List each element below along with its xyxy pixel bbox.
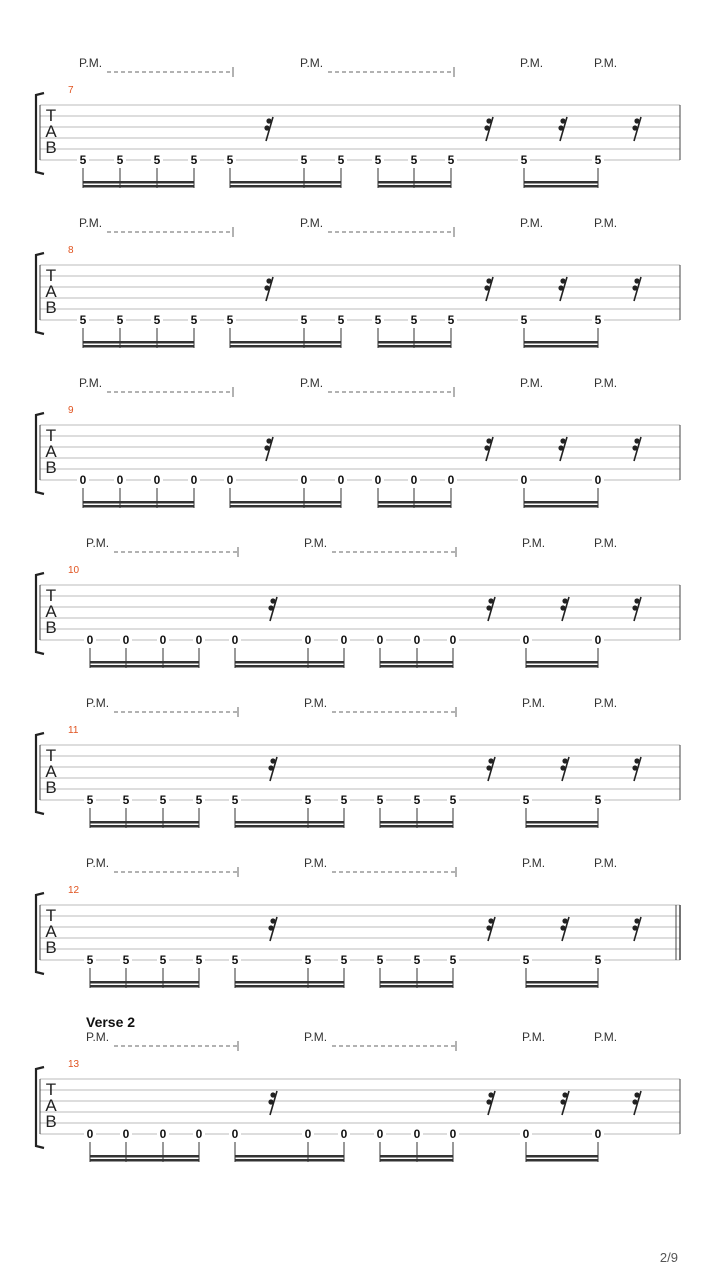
beam [230, 345, 341, 348]
beam [526, 1155, 598, 1158]
rest-dot [558, 445, 563, 450]
rest-dot [486, 118, 491, 123]
palm-mute-label: P.M. [520, 56, 544, 70]
tab-clef-letter: A [45, 602, 57, 621]
beam [380, 985, 453, 988]
rest-dot [484, 445, 489, 450]
fret-number: 5 [522, 953, 530, 967]
fret-number: 5 [413, 953, 421, 967]
tab-clef-letter: T [45, 586, 57, 605]
rest-dot [560, 925, 565, 930]
palm-mute-label: P.M. [522, 856, 546, 870]
fret-number: 5 [374, 313, 382, 327]
tab-clef-letter: B [45, 1112, 57, 1131]
beam [230, 505, 341, 508]
rest-dot [266, 438, 271, 443]
fret-number: 0 [304, 1127, 312, 1141]
fret-number: 5 [520, 153, 528, 167]
fret-number: 5 [195, 953, 203, 967]
fret-number: 5 [122, 793, 130, 807]
rest-dot [560, 605, 565, 610]
fret-number: 5 [79, 153, 87, 167]
palm-mute-label: P.M. [594, 1030, 618, 1044]
beam [526, 825, 598, 828]
section-label: Verse 2 [86, 1014, 136, 1030]
measure-number: 12 [68, 885, 80, 896]
rest-dot [562, 1092, 567, 1097]
beam [83, 501, 194, 504]
fret-number: 5 [226, 313, 234, 327]
tab-clef-letter: T [45, 746, 57, 765]
beam [83, 345, 194, 348]
fret-number: 0 [153, 473, 161, 487]
tab-clef-letter: A [45, 122, 57, 141]
beam [235, 661, 344, 664]
palm-mute-label: P.M. [300, 376, 324, 390]
fret-number: 5 [153, 313, 161, 327]
rest-dot [268, 605, 273, 610]
beam [235, 821, 344, 824]
beam [524, 341, 598, 344]
fret-number: 0 [86, 633, 94, 647]
beam [235, 981, 344, 984]
beam [524, 185, 598, 188]
fret-number: 0 [195, 633, 203, 647]
fret-number: 0 [122, 633, 130, 647]
fret-number: 0 [304, 633, 312, 647]
beam [90, 985, 199, 988]
rest-dot [268, 1099, 273, 1104]
fret-number: 0 [449, 633, 457, 647]
rest-dot [632, 1099, 637, 1104]
beam [378, 505, 451, 508]
rest-dot [270, 758, 275, 763]
beam [526, 661, 598, 664]
fret-number: 0 [86, 1127, 94, 1141]
fret-number: 5 [86, 953, 94, 967]
palm-mute-label: P.M. [300, 216, 324, 230]
rest-dot [562, 598, 567, 603]
beam [526, 821, 598, 824]
palm-mute-label: P.M. [522, 696, 546, 710]
fret-number: 5 [449, 793, 457, 807]
rest-dot [560, 765, 565, 770]
rest-dot [486, 925, 491, 930]
rest-dot [634, 758, 639, 763]
fret-number: 5 [226, 153, 234, 167]
tab-clef-letter: T [45, 426, 57, 445]
rest-dot [634, 118, 639, 123]
palm-mute-label: P.M. [79, 216, 103, 230]
fret-number: 5 [376, 953, 384, 967]
rest-dot [488, 918, 493, 923]
palm-mute-label: P.M. [520, 216, 544, 230]
rest-dot [486, 1099, 491, 1104]
fret-number: 0 [594, 633, 602, 647]
palm-mute-label: P.M. [304, 1030, 328, 1044]
beam [524, 345, 598, 348]
fret-number: 0 [337, 473, 345, 487]
rest-dot [270, 598, 275, 603]
fret-number: 5 [300, 313, 308, 327]
beam [235, 985, 344, 988]
beam [524, 505, 598, 508]
tab-clef-letter: B [45, 458, 57, 477]
palm-mute-label: P.M. [300, 56, 324, 70]
beam [378, 181, 451, 184]
beam [524, 501, 598, 504]
fret-number: 5 [376, 793, 384, 807]
fret-number: 5 [447, 313, 455, 327]
beam [378, 185, 451, 188]
beam [230, 341, 341, 344]
fret-number: 0 [340, 633, 348, 647]
palm-mute-label: P.M. [304, 696, 328, 710]
beam [235, 1155, 344, 1158]
palm-mute-label: P.M. [594, 376, 618, 390]
rest-dot [484, 285, 489, 290]
beam [90, 661, 199, 664]
fret-number: 0 [376, 633, 384, 647]
measure-number: 10 [68, 565, 80, 576]
fret-number: 0 [522, 633, 530, 647]
rest-dot [632, 765, 637, 770]
rest-dot [560, 118, 565, 123]
beam [378, 501, 451, 504]
fret-number: 0 [159, 1127, 167, 1141]
rest-dot [486, 278, 491, 283]
measure-number: 11 [68, 725, 79, 736]
rest-dot [488, 1092, 493, 1097]
beam [90, 665, 199, 668]
fret-number: 0 [231, 1127, 239, 1141]
fret-number: 5 [337, 313, 345, 327]
fret-number: 5 [410, 313, 418, 327]
fret-number: 0 [300, 473, 308, 487]
palm-mute-label: P.M. [86, 1030, 110, 1044]
fret-number: 0 [195, 1127, 203, 1141]
palm-mute-label: P.M. [86, 856, 110, 870]
rest-dot [634, 598, 639, 603]
fret-number: 0 [413, 633, 421, 647]
rest-dot [270, 918, 275, 923]
fret-number: 5 [159, 953, 167, 967]
fret-number: 5 [195, 793, 203, 807]
fret-number: 5 [190, 153, 198, 167]
beam [230, 181, 341, 184]
fret-number: 5 [374, 153, 382, 167]
fret-number: 5 [594, 953, 602, 967]
fret-number: 0 [522, 1127, 530, 1141]
rest-dot [488, 598, 493, 603]
fret-number: 0 [449, 1127, 457, 1141]
fret-number: 5 [340, 793, 348, 807]
rest-dot [632, 925, 637, 930]
fret-number: 0 [159, 633, 167, 647]
fret-number: 0 [79, 473, 87, 487]
measure-number: 7 [68, 85, 74, 96]
beam [380, 1159, 453, 1162]
tab-clef-letter: B [45, 938, 57, 957]
rest-dot [558, 125, 563, 130]
rest-dot [632, 605, 637, 610]
fret-number: 5 [304, 793, 312, 807]
fret-number: 5 [340, 953, 348, 967]
palm-mute-label: P.M. [594, 536, 618, 550]
tab-clef-letter: A [45, 282, 57, 301]
beam [83, 341, 194, 344]
fret-number: 5 [449, 953, 457, 967]
fret-number: 0 [226, 473, 234, 487]
tab-clef-letter: T [45, 266, 57, 285]
fret-number: 5 [594, 153, 602, 167]
beam [380, 1155, 453, 1158]
fret-number: 5 [337, 153, 345, 167]
tab-clef-letter: A [45, 922, 57, 941]
rest-dot [486, 765, 491, 770]
rest-dot [486, 605, 491, 610]
rest-dot [632, 445, 637, 450]
palm-mute-label: P.M. [79, 56, 103, 70]
fret-number: 5 [413, 793, 421, 807]
fret-number: 5 [153, 153, 161, 167]
fret-number: 0 [190, 473, 198, 487]
rest-dot [562, 758, 567, 763]
fret-number: 5 [122, 953, 130, 967]
rest-dot [634, 1092, 639, 1097]
beam [526, 981, 598, 984]
rest-dot [634, 918, 639, 923]
palm-mute-label: P.M. [520, 376, 544, 390]
palm-mute-label: P.M. [86, 696, 110, 710]
beam [380, 981, 453, 984]
tab-clef-letter: B [45, 778, 57, 797]
tab-clef-letter: B [45, 618, 57, 637]
beam [83, 185, 194, 188]
rest-dot [264, 285, 269, 290]
rest-dot [488, 758, 493, 763]
fret-number: 0 [594, 473, 602, 487]
rest-dot [264, 445, 269, 450]
fret-number: 0 [374, 473, 382, 487]
measure-number: 13 [68, 1059, 80, 1070]
tab-clef-letter: A [45, 762, 57, 781]
palm-mute-label: P.M. [594, 56, 618, 70]
rest-dot [560, 1099, 565, 1104]
fret-number: 5 [190, 313, 198, 327]
palm-mute-label: P.M. [594, 696, 618, 710]
rest-dot [560, 278, 565, 283]
fret-number: 5 [594, 793, 602, 807]
rest-dot [634, 278, 639, 283]
fret-number: 5 [594, 313, 602, 327]
beam [90, 981, 199, 984]
beam [380, 821, 453, 824]
rest-dot [484, 125, 489, 130]
fret-number: 5 [159, 793, 167, 807]
fret-number: 0 [413, 1127, 421, 1141]
beam [378, 341, 451, 344]
palm-mute-label: P.M. [522, 1030, 546, 1044]
fret-number: 0 [122, 1127, 130, 1141]
tab-clef-letter: T [45, 906, 57, 925]
fret-number: 5 [522, 793, 530, 807]
palm-mute-label: P.M. [594, 216, 618, 230]
fret-number: 0 [231, 633, 239, 647]
palm-mute-label: P.M. [304, 856, 328, 870]
tab-clef-letter: B [45, 298, 57, 317]
rest-dot [558, 285, 563, 290]
beam [380, 661, 453, 664]
measure-number: 8 [68, 245, 74, 256]
fret-number: 5 [304, 953, 312, 967]
beam [90, 825, 199, 828]
beam [380, 665, 453, 668]
tab-clef-letter: A [45, 1096, 57, 1115]
fret-number: 5 [231, 793, 239, 807]
beam [83, 505, 194, 508]
beam [235, 1159, 344, 1162]
measure-number: 9 [68, 405, 74, 416]
fret-number: 5 [116, 153, 124, 167]
beam [380, 825, 453, 828]
rest-dot [632, 125, 637, 130]
palm-mute-label: P.M. [304, 536, 328, 550]
rest-dot [268, 765, 273, 770]
rest-dot [266, 278, 271, 283]
fret-number: 5 [116, 313, 124, 327]
beam [526, 665, 598, 668]
fret-number: 0 [340, 1127, 348, 1141]
rest-dot [266, 118, 271, 123]
beam [90, 821, 199, 824]
tab-clef-letter: B [45, 138, 57, 157]
fret-number: 0 [410, 473, 418, 487]
fret-number: 5 [79, 313, 87, 327]
beam [526, 1159, 598, 1162]
fret-number: 0 [116, 473, 124, 487]
palm-mute-label: P.M. [594, 856, 618, 870]
rest-dot [486, 438, 491, 443]
rest-dot [562, 918, 567, 923]
rest-dot [264, 125, 269, 130]
rest-dot [560, 438, 565, 443]
fret-number: 5 [86, 793, 94, 807]
fret-number: 5 [231, 953, 239, 967]
beam [524, 181, 598, 184]
palm-mute-label: P.M. [522, 536, 546, 550]
beam [235, 825, 344, 828]
page-number: 2/9 [659, 1250, 678, 1265]
beam [230, 501, 341, 504]
rest-dot [634, 438, 639, 443]
fret-number: 5 [447, 153, 455, 167]
fret-number: 5 [300, 153, 308, 167]
fret-number: 5 [410, 153, 418, 167]
fret-number: 0 [376, 1127, 384, 1141]
palm-mute-label: P.M. [79, 376, 103, 390]
beam [378, 345, 451, 348]
tab-clef-letter: T [45, 106, 57, 125]
beam [90, 1159, 199, 1162]
rest-dot [632, 285, 637, 290]
rest-dot [268, 925, 273, 930]
fret-number: 0 [520, 473, 528, 487]
beam [235, 665, 344, 668]
fret-number: 5 [520, 313, 528, 327]
beam [526, 985, 598, 988]
rest-dot [270, 1092, 275, 1097]
tab-clef-letter: A [45, 442, 57, 461]
beam [230, 185, 341, 188]
beam [83, 181, 194, 184]
palm-mute-label: P.M. [86, 536, 110, 550]
fret-number: 0 [447, 473, 455, 487]
beam [90, 1155, 199, 1158]
fret-number: 0 [594, 1127, 602, 1141]
tab-clef-letter: T [45, 1080, 57, 1099]
